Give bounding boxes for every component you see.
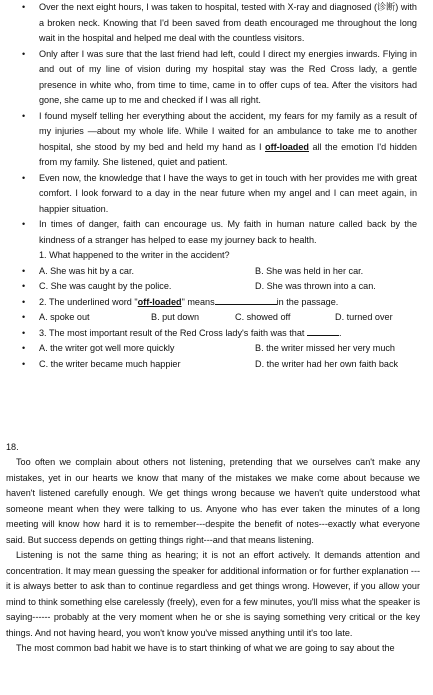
- option-b: B. She was held in her car.: [255, 265, 364, 276]
- question-3-options-cd: [0, 357, 433, 373]
- underlined-word: off-loaded: [265, 141, 309, 152]
- question-3-options-ab: [0, 341, 433, 357]
- option-d: D. turned over: [335, 312, 393, 322]
- option-d: D. She was thrown into a can.: [255, 281, 376, 291]
- paragraph: Listening is not the same thing as hearing; it is not an effort actively. It demands attention and concentration. It may mean guessing the speaker for additional information or for further explanation --- it is always better to ask than to continue regardless and get things wrong. However, if you allow your mind to think something else carelessly (freely), even for a few minutes, you'll miss what the speaker is saying------ probably at the very moment when he or she is saying something very critical or the key things. And not having heard, you won't know you've missed anything until it's too late.: [6, 550, 420, 638]
- question-number: 18.: [6, 442, 19, 452]
- option-a: • A. spoke out: [39, 312, 90, 322]
- paragraph: Too often we complain about others not listening, pretending that we ourselves can't make any mistakes, yet in our hearts we know that many of the mistakes we make come about because we haven't listened carefully enough. We get things wrong because we haven't quite understood what someone meant when they were talking to us. Anyone who has ever taken the minutes of a long meeting will know how hard it is to remember---despite the benefit of notes---exactly what everyone said. But success depends on getting things right---and that means listening.: [6, 457, 420, 545]
- paragraph: • I found myself telling her everything about the accident, my fears for my family as a result of my injuries —about my whole life. While I waited for an ambulance to take me to another hospital, she stood by my bed and held my hand as I off-loaded all the emotion I'd hidden from my family. She listened, quiet and patient.: [0, 109, 433, 171]
- option-c: C. showed off: [235, 312, 291, 322]
- passage-b: [6, 455, 420, 657]
- question-1-options-cd: [0, 279, 433, 295]
- option-c: • C. She was caught by the police.: [39, 281, 172, 291]
- paragraph: • Over the next eight hours, I was taken to hospital, tested with X-ray and diagnosed (诊断) with a broken neck. Knowing that I'd been saved from death encouraged me throughout the long wait in the hospital and helped me deal with the countless visitors.: [0, 0, 433, 47]
- answer-blank: [215, 295, 277, 305]
- question-2-options: [0, 310, 433, 326]
- paragraph: • Even now, the knowledge that I have the ways to get in touch with her provides me with great comfort. I look forward to a day in the near future when my angel and I can meet again, in happier situation.: [0, 171, 433, 218]
- question-1-options-ab: [0, 264, 433, 280]
- option-a: • A. She was hit by a car.: [39, 265, 135, 276]
- option-c: • C. the writer became much happier: [39, 358, 181, 369]
- question-3-stem: • 3. The most important result of the Red Cross lady's faith was that .: [0, 326, 433, 342]
- underlined-word: off-loaded: [137, 296, 182, 307]
- option-b: B. the writer missed her very much: [255, 343, 395, 353]
- paragraph: The most common bad habit we have is to start thinking of what we are going to say about the: [16, 643, 395, 653]
- option-b: B. put down: [151, 312, 200, 322]
- question-2-stem: • 2. The underlined word "off-loaded" means in the passage.: [0, 295, 433, 311]
- option-d: D. the writer had her own faith back: [255, 358, 399, 369]
- paragraph: • Only after I was sure that the last friend had left, could I direct my energies inwards. Flying in and out of my line of vision during my hospital stay was the Red Cross lady, a gentle presence in white who, from time to time, came in to offer cups of tea. After the visitors had gone, she came up to me and checked if I was all right.: [0, 47, 433, 109]
- option-a: • A. the writer got well more quickly: [39, 343, 175, 353]
- answer-blank: [307, 326, 339, 336]
- question-1-stem: 1. What happened to the writer in the accident?: [39, 250, 230, 260]
- paragraph: • In times of danger, faith can encourage us. My faith in human nature called back by the kindness of a stranger has helped to ease my journey back to health.: [0, 217, 433, 248]
